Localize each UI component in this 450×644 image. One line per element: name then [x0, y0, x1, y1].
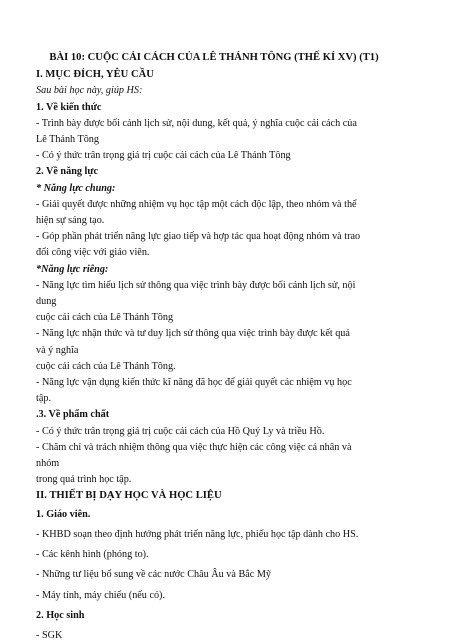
knowledge-heading: 1. Về kiến thức [36, 101, 102, 113]
qualities-heading: .3. Về phẩm chất [36, 409, 110, 421]
knowledge-line: - Trình bày được bối cảnh lịch sử, nội dung, kết quả, ý nghĩa cuộc cải cách của [36, 117, 357, 129]
specific-competency-line: - Năng lực nhận thức và tư duy lịch sử thông qua việc trình bày được kết quả [36, 328, 350, 340]
specific-competency-line: cuộc cải cách của Lê Thánh Tông [36, 312, 174, 324]
lesson-title: BÀI 10: CUỘC CẢI CÁCH CỦA LÊ THÁNH TÔNG (THẾ KÍ XV) (T1) [49, 52, 379, 63]
specific-competency-line: và ý nghĩa [36, 344, 79, 356]
general-competency-line: đổi công việc với giáo viên. [36, 247, 150, 259]
student-line: - SGK [36, 629, 63, 641]
teacher-line: - KHBD soạn theo định hướng phát triển năng lực, phiếu học tập dành cho HS. [36, 528, 359, 540]
section-1-heading: I. MỤC ĐÍCH, YÊU CẦU [36, 69, 154, 81]
specific-competency-heading: *Năng lực riêng: [36, 263, 109, 275]
specific-competency-line: - Năng lực vận dụng kiến thức kĩ năng đã học để giải quyết các nhiệm vụ học [36, 377, 352, 389]
qualities-line: - Chăm chỉ và trách nhiệm thông qua việc thực hiện các công việc cá nhân và [36, 441, 352, 453]
competency-heading: 2. Về năng lực [36, 166, 98, 178]
specific-competency-line: tập. [36, 393, 51, 405]
qualities-line: trong quá trình học tập. [36, 474, 132, 486]
qualities-line: - Có ý thức trân trọng giá trị cuộc cải cách của Hồ Quý Ly và triều Hồ. [36, 425, 325, 437]
general-competency-line: - Góp phần phát triển năng lực giao tiếp và hợp tác qua hoạt động nhóm và trao [36, 231, 361, 243]
teacher-heading: 1. Giáo viên. [36, 508, 91, 520]
section-2-heading: II. THIẾT BỊ DẠY HỌC VÀ HỌC LIỆU [36, 490, 222, 502]
specific-competency-line: - Năng lực tìm hiểu lịch sử thông qua việc trình bày được bối cảnh lịch sử, nội [36, 279, 356, 291]
specific-competency-line: dung [36, 296, 57, 308]
general-competency-line: hiện sự sáng tạo. [36, 215, 105, 227]
knowledge-line: - Có ý thức trân trọng giá trị cuộc cải cách của Lê Thánh Tông [36, 150, 291, 162]
knowledge-line: Lê Thánh Tông [36, 134, 99, 146]
general-competency-heading: * Năng lực chung: [36, 182, 116, 194]
document-page [36, 50, 392, 644]
specific-competency-line: cuộc cải cách của Lê Thánh Tông. [36, 360, 176, 372]
section-1-intro: Sau bài học này, giúp HS: [36, 85, 143, 97]
qualities-line: nhóm [36, 458, 60, 470]
teacher-line: - Những tư liệu bổ sung về các nước Châu Âu và Bắc Mỹ [36, 569, 271, 581]
student-heading: 2. Học sinh [36, 609, 85, 621]
general-competency-line: - Giải quyết được những nhiệm vụ học tập một cách độc lập, theo nhóm và thể [36, 198, 357, 210]
teacher-line: - Các kênh hình (phóng to). [36, 549, 149, 561]
teacher-line: - Máy tính, máy chiếu (nếu có). [36, 589, 166, 601]
